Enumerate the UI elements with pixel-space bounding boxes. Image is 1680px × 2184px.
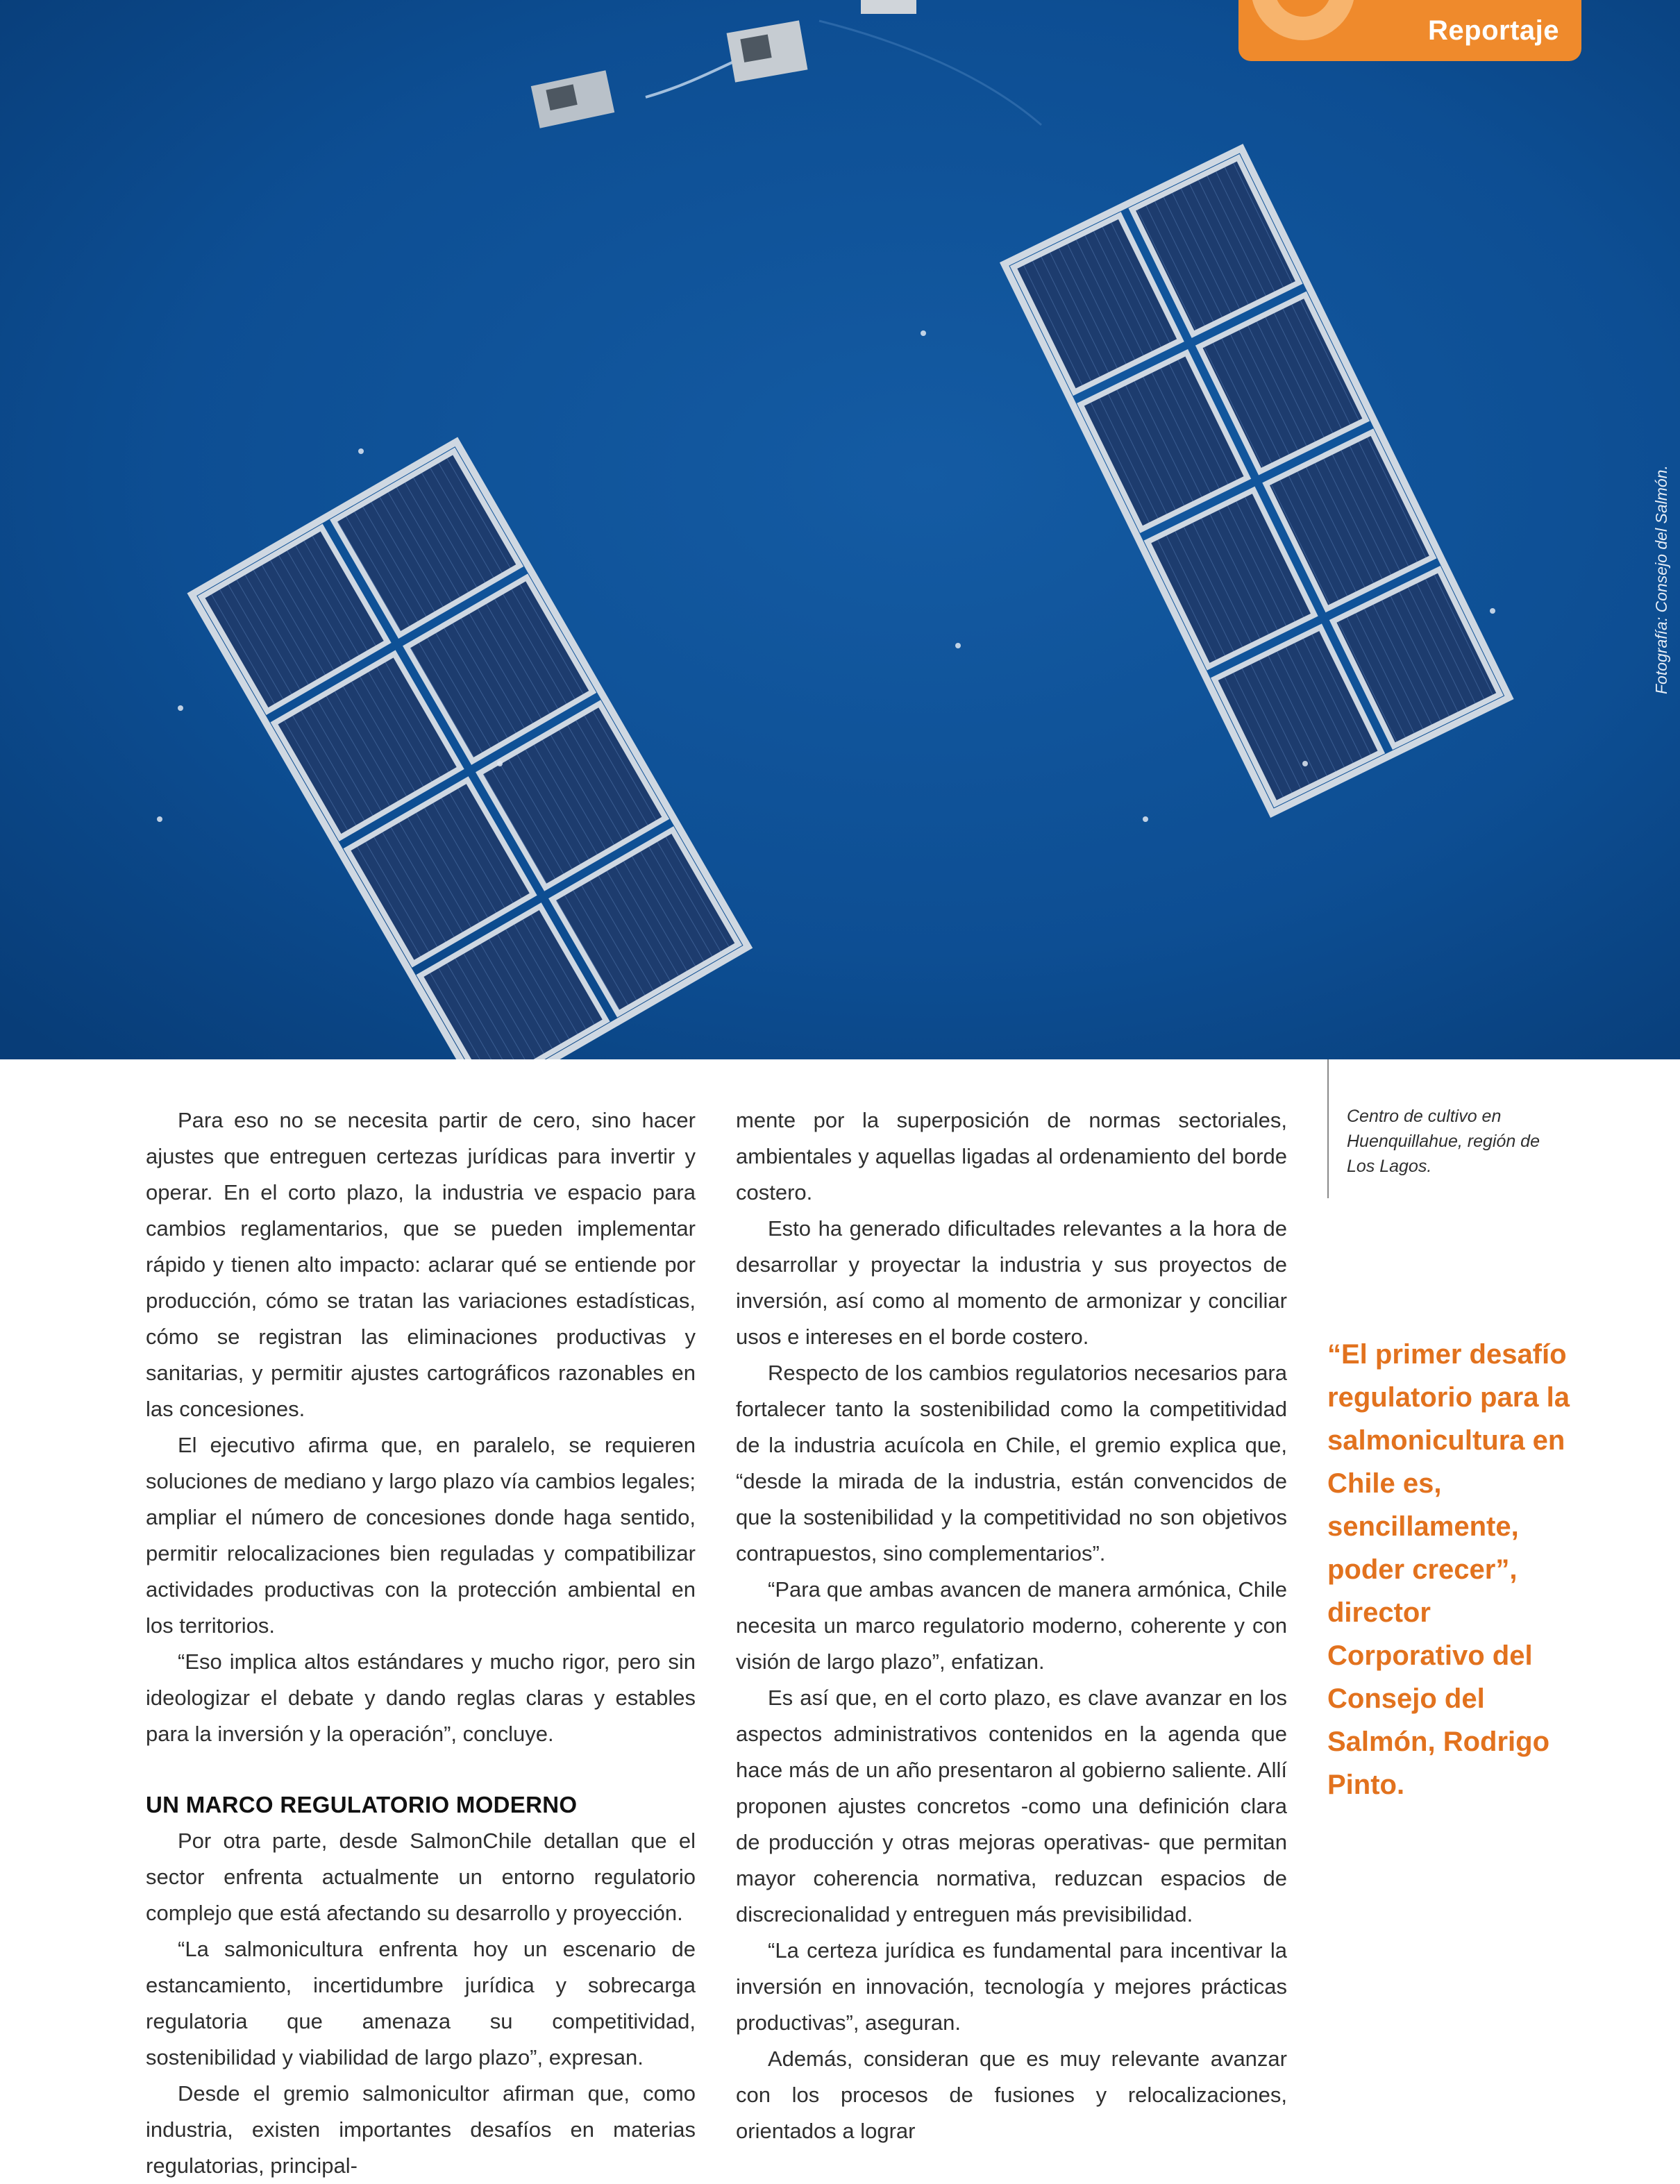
caption-divider [1327, 1059, 1329, 1198]
paragraph: Respecto de los cambios regulatorios necesarios para fortalecer tanto la sostenibilidad como la competitividad de la industria acuícola en Chile, el gremio explica que, “desde la mirada de la industria, están convencidos de que la sostenibilidad y la competitividad no son objetivos contrapuestos, sino complementarios”. [736, 1361, 1287, 1565]
section-tab [1238, 0, 1581, 61]
paragraph: “La salmonicultura enfrenta hoy un escenario de estancamiento, incertidumbre jurídica y sobrecarga regulatoria que amenaza su competitividad, sostenibilidad y viabilidad de largo plazo”, expresan. [146, 1937, 696, 2069]
article-column-2 [736, 1102, 1287, 2149]
photo-credit: Fotografía: Consejo del Salmón. [1652, 465, 1670, 694]
photo-caption: Centro de cultivo en Huenquillahue, región de Los Lagos. [1347, 1107, 1540, 1176]
paragraph: Es así que, en el corto plazo, es clave avanzar en los aspectos administrativos contenidos en la agenda que hace más de un año presentaron al gobierno saliente. Allí proponen ajustes concretos -como una definición clara de producción y otras mejoras operativas- que permitan mayor coherencia normativa, reduzcan espacios de discrecionalidad y entreguen más previsibilidad. [736, 1686, 1287, 1926]
article-column-1 [146, 1102, 696, 2184]
paragraph: Además, consideran que es muy relevante avanzar con los procesos de fusiones y relocalizaciones, orientados a lograr [736, 2047, 1287, 2143]
paragraph: “Eso implica altos estándares y mucho rigor, pero sin ideologizar el debate y dando reglas claras y estables para la inversión y la operación”, concluye. [146, 1649, 696, 1746]
paragraph-continued: mente por la superposición de normas sectoriales, ambientales y aquellas ligadas al ordenamiento del borde costero. [736, 1108, 1287, 1204]
section-label: Reportaje [1428, 15, 1559, 46]
paragraph: El ejecutivo afirma que, en paralelo, se requieren soluciones de mediano y largo plazo vía cambios legales; ampliar el número de concesiones donde haga sentido, permitir relocalizaciones bien reguladas y compatibilizar actividades productivas con la protección ambiental en los territorios. [146, 1433, 696, 1638]
aerial-photo [0, 0, 1680, 1059]
paragraph: “La certeza jurídica es fundamental para incentivar la inversión en innovación, tecnología y mejores prácticas productivas”, aseguran. [736, 1938, 1287, 2035]
paragraph: “Para que ambas avancen de manera armónica, Chile necesita un marco regulatorio moderno, coherente y con visión de largo plazo”, enfatizan. [736, 1577, 1287, 1674]
pull-quote: “El primer desafío regulatorio para la salmonicultura en Chile es, sencillamente, poder crecer”, director Corporativo del Consejo del Salmón, Rodrigo Pinto. [1327, 1339, 1570, 1800]
paragraph: Esto ha generado dificultades relevantes a la hora de desarrollar y proyectar la industria y sus proyectos de inversión, así como al momento de armonizar y conciliar usos e intereses en el borde costero. [736, 1216, 1287, 1349]
paragraph: Desde el gremio salmonicultor afirman que, como industria, existen importantes desafíos en materias regulatorias, principal- [146, 2081, 696, 2178]
magazine-logo-icon [1251, 0, 1355, 40]
paragraph: Para eso no se necesita partir de cero, sino hacer ajustes que entreguen certezas jurídicas para invertir y operar. En el corto plazo, la industria ve espacio para cambios reglamentarios, que se pueden implementar rápido y tienen alto impacto: aclarar qué se entiende por producción, cómo se tratan las variaciones estadísticas, cómo se registran las eliminaciones productivas y sanitarias, y permitir ajustes cartográficos razonables en las concesiones. [146, 1108, 696, 1421]
section-subheading: UN MARCO REGULATORIO MODERNO [146, 1792, 578, 1817]
feed-barge-3 [861, 0, 916, 14]
paragraph: Por otra parte, desde SalmonChile detallan que el sector enfrenta actualmente un entorno regulatorio complejo que está afectando su desarrollo y proyección. [146, 1829, 696, 1925]
